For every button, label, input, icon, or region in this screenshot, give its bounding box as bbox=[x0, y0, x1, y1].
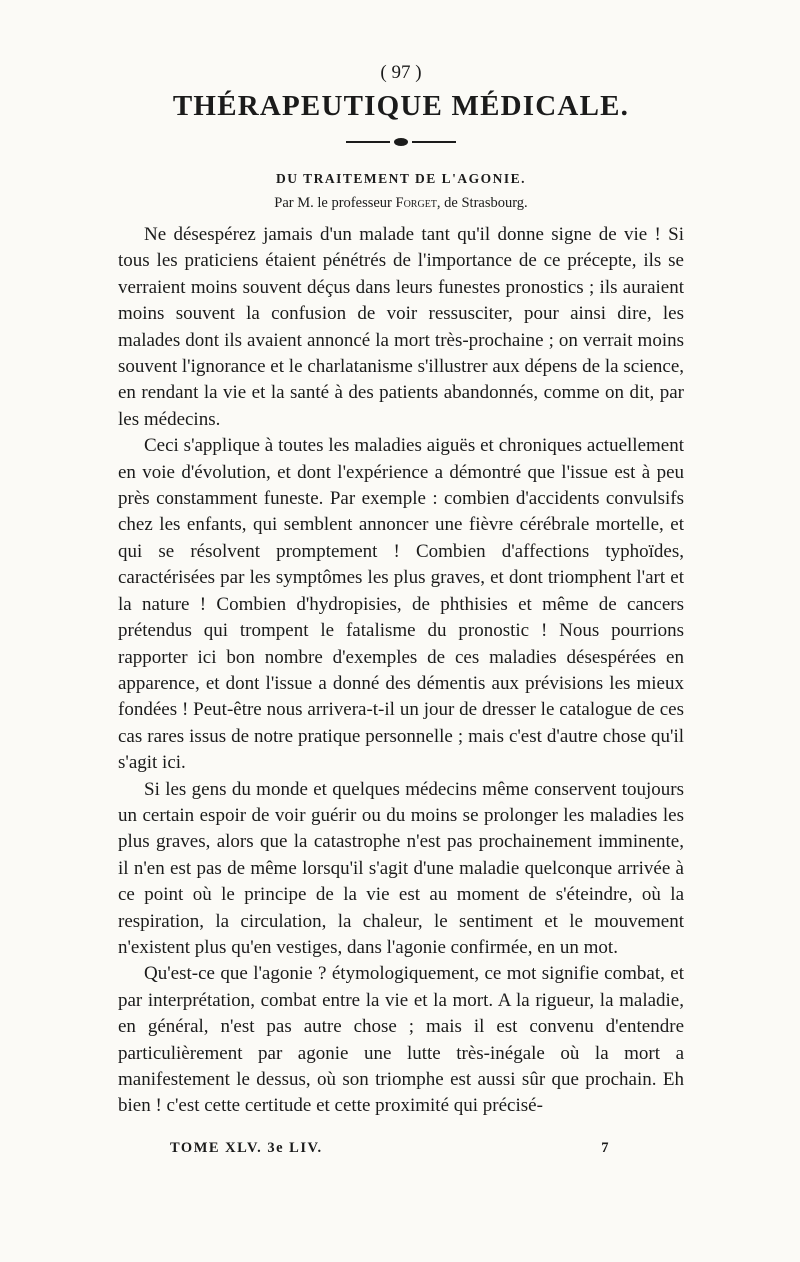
section-title: THÉRAPEUTIQUE MÉDICALE. bbox=[172, 90, 630, 122]
page-number: ( 97 ) bbox=[380, 62, 422, 83]
page-footer bbox=[170, 1140, 610, 1157]
paragraph: Ne désespérez jamais d'un malade tant qu'il donne signe de vie ! Si tous les praticiens étaient pénétrés de l'importance de ce précepte, ils se verraient moins souvent déçus dans leurs funestes pronostics ; ils auraient moins souvent la confusion de voir ressusciter, pour ainsi dire, les malades dont ils avaient annoncé la mort très-prochaine ; on verrait moins souvent l'ignorance et le charlatanisme s'illustrer aux dépens de la science, en rendant la vie et la santé à des patients abandonnés, comme on dit, par les médecins. bbox=[118, 224, 684, 430]
byline-suffix: , de Strasbourg. bbox=[436, 195, 528, 211]
page bbox=[118, 62, 684, 1120]
volume-mark: TOME XLV. 3e LIV. bbox=[170, 1140, 323, 1156]
byline-author: Forget bbox=[395, 195, 437, 211]
article-body bbox=[118, 222, 684, 1120]
signature-mark: 7 bbox=[601, 1140, 610, 1156]
article-title: DU TRAITEMENT DE L'AGONIE. bbox=[275, 171, 527, 186]
paragraph: Si les gens du monde et quelques médecins même conservent toujours un certain espoir de voir guérir ou du moins se prolonger les maladies les plus graves, alors que la catastrophe n'est pas prochainement imminente, il n'en est pas de même lorsqu'il s'agit d'une maladie quelconque arrivée à ce point où le principe de la vie est au moment de s'éteindre, où la respiration, la circulation, la chaleur, le sentiment et le mouvement n'existent plus qu'en vestiges, dans l'agonie confirmée, en un mot. bbox=[118, 778, 684, 958]
ornament-rule bbox=[346, 137, 456, 147]
byline bbox=[118, 195, 684, 212]
byline-prefix: Par M. le professeur bbox=[274, 195, 396, 211]
paragraph: Ceci s'applique à toutes les maladies aiguës et chroniques actuellement en voie d'évolution, et dont l'expérience a démontré que l'issue est à peu près constamment funeste. Par exemple : combien d'accidents convulsifs chez les enfants, qui semblent annoncer une fièvre cérébrale mortelle, et qui se résolvent promptement ! Combien d'affections typhoïdes, caractérisées par les symptômes les plus graves, et dont triomphent l'art et la nature ! Combien d'hydropisies, de phthisies et même de cancers prétendus qui trompent le fatalisme du pronostic ! Nous pourrions rapporter ici bon nombre d'exemples de ces maladies désespérées en apparence, et dont l'issue a donné des démentis aux prévisions les mieux fondées ! Peut-être nous arrivera-t-il un jour de dresser le catalogue de ces cas rares issus de notre pratique personnelle ; mais c'est d'autre chose qu'il s'agit ici. bbox=[118, 435, 684, 774]
paragraph: Qu'est-ce que l'agonie ? étymologiquement, ce mot signifie combat, et par interprétation, combat entre la vie et la mort. A la rigueur, la maladie, en général, n'est pas autre chose ; mais il est convenu d'entendre particulièrement par agonie une lutte très-inégale où la mort a manifestement le dessus, où son triomphe est aussi sûr que prochain. Eh bien ! c'est cette certitude et cette proximité qui précisé- bbox=[118, 963, 684, 1117]
